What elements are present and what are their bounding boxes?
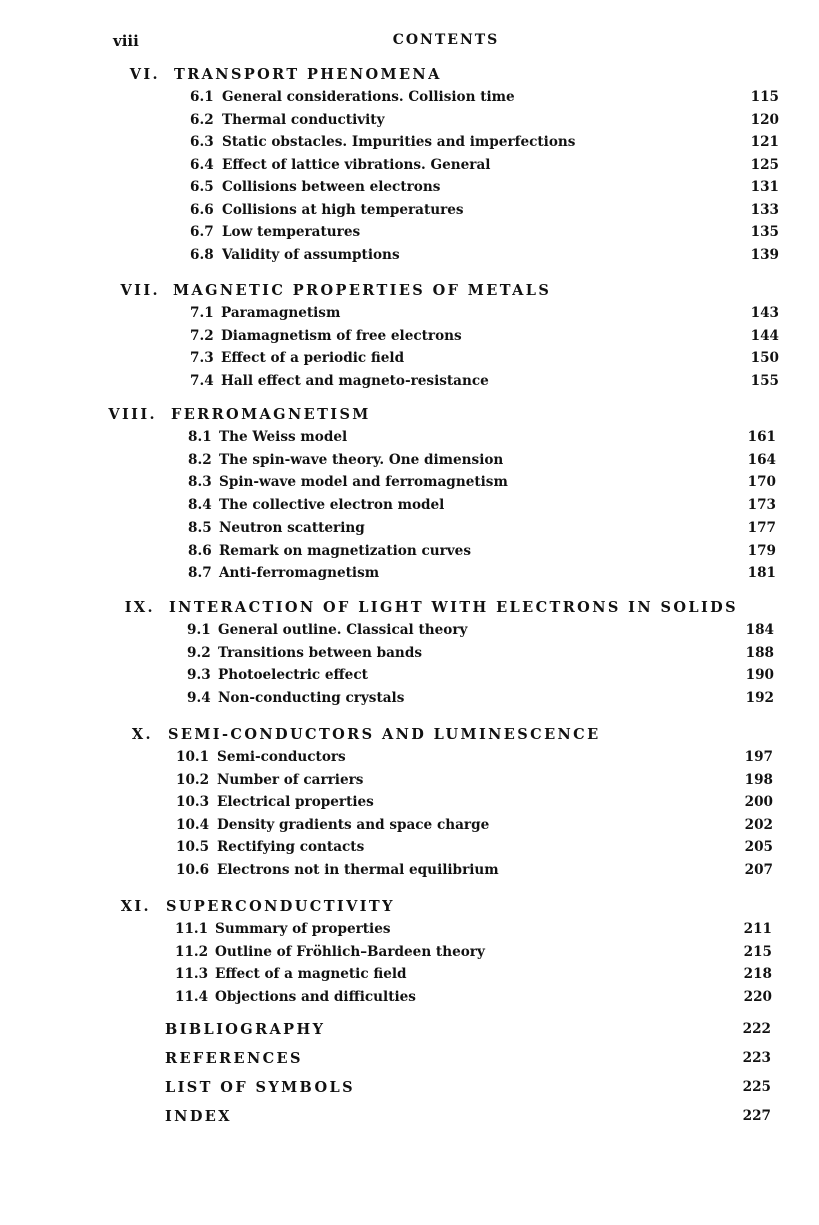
section-title: Summary of properties: [215, 921, 391, 937]
toc-entry[interactable]: [0, 749, 773, 769]
chapter-number: XI.: [120, 898, 151, 915]
toc-entry[interactable]: [0, 474, 776, 494]
section-number: 7.2: [190, 327, 214, 344]
page-reference: 139: [750, 246, 779, 263]
toc-entry[interactable]: [0, 862, 773, 882]
section-number: 10.6: [176, 861, 210, 878]
section-title: Collisions between electrons: [222, 179, 441, 195]
section-title: Electrons not in thermal equilibrium: [217, 861, 499, 878]
section-number: 9.4: [187, 689, 211, 706]
page-reference: 170: [747, 474, 776, 491]
page-reference: 198: [744, 771, 773, 788]
toc-entry[interactable]: [0, 989, 772, 1009]
page-reference: 223: [742, 1050, 771, 1066]
section-title: Rectifying contacts: [217, 839, 365, 855]
page-reference: 120: [750, 111, 779, 128]
section-title: The Weiss model: [219, 429, 348, 445]
page-reference: 188: [745, 644, 774, 661]
page-reference: 192: [745, 689, 774, 706]
section-title: Electrical properties: [217, 794, 374, 810]
toc-entry[interactable]: [0, 645, 774, 665]
toc-entry[interactable]: [0, 157, 779, 177]
section-number: 7.4: [190, 372, 214, 389]
toc-entry[interactable]: [0, 667, 774, 687]
toc-entry[interactable]: [0, 452, 776, 472]
page-reference: 222: [742, 1021, 771, 1037]
page-reference: 211: [743, 921, 772, 937]
page-reference: 164: [747, 451, 776, 468]
back-matter-title: INDEX: [165, 1108, 232, 1125]
section-title: Objections and difficulties: [215, 988, 416, 1005]
chapter-title: FERROMAGNETISM: [171, 406, 371, 423]
section-title: Anti-ferromagnetism: [219, 565, 380, 582]
toc-entry[interactable]: [0, 224, 779, 244]
page-reference: 190: [745, 667, 774, 683]
toc-entry[interactable]: [0, 543, 776, 563]
page-reference: 161: [747, 429, 776, 445]
section-number: 6.2: [190, 111, 214, 128]
section-number: 11.2: [175, 943, 209, 960]
page-reference: 135: [750, 224, 779, 240]
section-number: 10.1: [176, 749, 210, 765]
chapter-title: MAGNETIC PROPERTIES OF METALS: [173, 282, 552, 299]
page-reference: 218: [743, 966, 772, 982]
section-title: Thermal conductivity: [222, 111, 385, 128]
toc-entry[interactable]: [0, 328, 779, 348]
toc-entry[interactable]: [0, 89, 779, 109]
toc-entry[interactable]: [0, 497, 776, 517]
page-reference: 121: [750, 134, 779, 150]
section-number: 6.7: [190, 224, 214, 240]
back-matter-title: REFERENCES: [165, 1050, 303, 1067]
toc-entry[interactable]: [0, 817, 773, 837]
section-number: 6.1: [190, 89, 214, 105]
toc-entry[interactable]: [0, 305, 779, 325]
page-reference: 207: [744, 861, 773, 878]
page-reference: 173: [747, 497, 776, 514]
section-number: 10.3: [176, 794, 210, 810]
page-reference: 181: [747, 565, 776, 582]
section-number: 11.1: [175, 921, 209, 937]
chapter-number: VI.: [129, 66, 160, 83]
chapter-title: INTERACTION OF LIGHT WITH ELECTRONS IN SOLIDS: [169, 599, 738, 616]
page-reference: 131: [750, 179, 779, 195]
section-number: 8.3: [188, 474, 212, 491]
toc-entry[interactable]: [0, 247, 779, 267]
toc-entry[interactable]: [0, 429, 776, 449]
section-title: Spin-wave model and ferromagnetism: [219, 474, 508, 491]
page-reference: 133: [750, 201, 779, 218]
section-number: 8.1: [188, 429, 212, 445]
section-number: 11.4: [175, 988, 209, 1005]
section-number: 6.8: [190, 246, 214, 263]
page-reference: 115: [750, 89, 779, 105]
page-reference: 197: [744, 749, 773, 765]
section-number: 8.2: [188, 451, 212, 468]
page-reference: 179: [747, 542, 776, 559]
page-reference: 155: [750, 372, 779, 389]
page-reference: 150: [750, 350, 779, 366]
section-number: 8.5: [188, 519, 212, 536]
toc-entry[interactable]: [0, 772, 773, 792]
toc-entry[interactable]: [0, 520, 776, 540]
section-number: 10.2: [176, 771, 210, 788]
section-title: Non-conducting crystals: [218, 689, 405, 706]
section-title: Transitions between bands: [218, 644, 422, 661]
chapter-title: SEMI-CONDUCTORS AND LUMINESCENCE: [168, 726, 601, 743]
section-number: 7.1: [190, 305, 214, 321]
chapter-title: TRANSPORT PHENOMENA: [174, 66, 442, 83]
chapter-heading[interactable]: [0, 66, 819, 86]
page-reference: 144: [750, 327, 779, 344]
section-number: 7.3: [190, 350, 214, 366]
section-title: The spin-wave theory. One dimension: [219, 451, 504, 468]
page-reference: 143: [750, 305, 779, 321]
page-reference: 200: [744, 794, 773, 810]
page-reference: 125: [750, 156, 779, 173]
section-number: 6.3: [190, 134, 214, 150]
toc-entry[interactable]: [0, 944, 772, 964]
section-number: 10.5: [176, 839, 210, 855]
running-title: CONTENTS: [392, 32, 500, 48]
section-title: Density gradients and space charge: [217, 816, 490, 833]
section-number: 9.3: [187, 667, 211, 683]
chapter-number: IX.: [124, 599, 155, 616]
section-number: 6.4: [190, 156, 214, 173]
toc-entry[interactable]: [0, 202, 779, 222]
back-matter-title: BIBLIOGRAPHY: [165, 1021, 326, 1038]
section-title: Hall effect and magneto-resistance: [221, 372, 489, 389]
toc-entry[interactable]: [0, 690, 774, 710]
chapter-heading[interactable]: [0, 406, 819, 426]
section-title: Validity of assumptions: [222, 246, 400, 263]
page-reference: 220: [743, 988, 772, 1005]
section-title: The collective electron model: [219, 497, 445, 514]
page-reference: 184: [745, 622, 774, 638]
chapter-number: VIII.: [108, 406, 157, 423]
section-number: 6.5: [190, 179, 214, 195]
toc-entry[interactable]: [0, 179, 779, 199]
page-reference: 177: [747, 519, 776, 536]
toc-entry[interactable]: [0, 112, 779, 132]
page-reference: 215: [743, 943, 772, 960]
chapter-title: SUPERCONDUCTIVITY: [166, 898, 395, 915]
section-title: Static obstacles. Impurities and imperfections: [222, 134, 576, 150]
toc-entry[interactable]: [0, 373, 779, 393]
back-matter-entry[interactable]: [0, 1021, 819, 1041]
chapter-heading[interactable]: [0, 898, 819, 918]
section-title: Effect of a magnetic field: [215, 966, 407, 982]
section-number: 8.7: [188, 565, 212, 582]
section-title: Outline of Fröhlich–Bardeen theory: [215, 943, 485, 960]
toc-entry[interactable]: [0, 921, 772, 941]
back-matter-title: LIST OF SYMBOLS: [165, 1079, 355, 1096]
section-title: Collisions at high temperatures: [222, 201, 464, 218]
back-matter-entry[interactable]: [0, 1079, 819, 1099]
section-title: Effect of lattice vibrations. General: [222, 156, 491, 173]
toc-entry[interactable]: [0, 966, 772, 986]
back-matter-entry[interactable]: [0, 1108, 819, 1128]
page-reference: 202: [744, 816, 773, 833]
section-title: General considerations. Collision time: [222, 89, 515, 105]
chapter-heading[interactable]: [0, 282, 819, 302]
section-number: 6.6: [190, 201, 214, 218]
toc-entry[interactable]: [0, 839, 773, 859]
section-title: Remark on magnetization curves: [219, 542, 471, 559]
section-title: Diamagnetism of free electrons: [221, 327, 462, 344]
page-number: viii: [113, 32, 139, 50]
section-number: 8.4: [188, 497, 212, 514]
section-title: Effect of a periodic field: [221, 350, 405, 366]
page-header: [0, 30, 819, 52]
chapter-heading[interactable]: [0, 599, 819, 619]
chapter-number: X.: [131, 726, 153, 743]
section-number: 8.6: [188, 542, 212, 559]
section-title: Number of carriers: [217, 771, 364, 788]
page-reference: 225: [742, 1079, 771, 1095]
section-title: Neutron scattering: [219, 519, 365, 536]
section-title: Photoelectric effect: [218, 667, 368, 683]
page-reference: 205: [744, 839, 773, 855]
chapter-heading[interactable]: [0, 726, 819, 746]
section-title: Low temperatures: [222, 224, 361, 240]
back-matter-entry[interactable]: [0, 1050, 819, 1070]
section-number: 9.2: [187, 644, 211, 661]
section-title: Semi-conductors: [217, 749, 346, 765]
section-number: 10.4: [176, 816, 210, 833]
section-title: Paramagnetism: [221, 305, 341, 321]
chapter-number: VII.: [120, 282, 160, 299]
toc-entry[interactable]: [0, 794, 773, 814]
toc-entry[interactable]: [0, 622, 774, 642]
section-number: 11.3: [175, 966, 209, 982]
toc-entry[interactable]: [0, 350, 779, 370]
section-title: General outline. Classical theory: [218, 622, 468, 638]
section-number: 9.1: [187, 622, 211, 638]
toc-entry[interactable]: [0, 565, 776, 585]
page-reference: 227: [742, 1108, 771, 1124]
toc-entry[interactable]: [0, 134, 779, 154]
